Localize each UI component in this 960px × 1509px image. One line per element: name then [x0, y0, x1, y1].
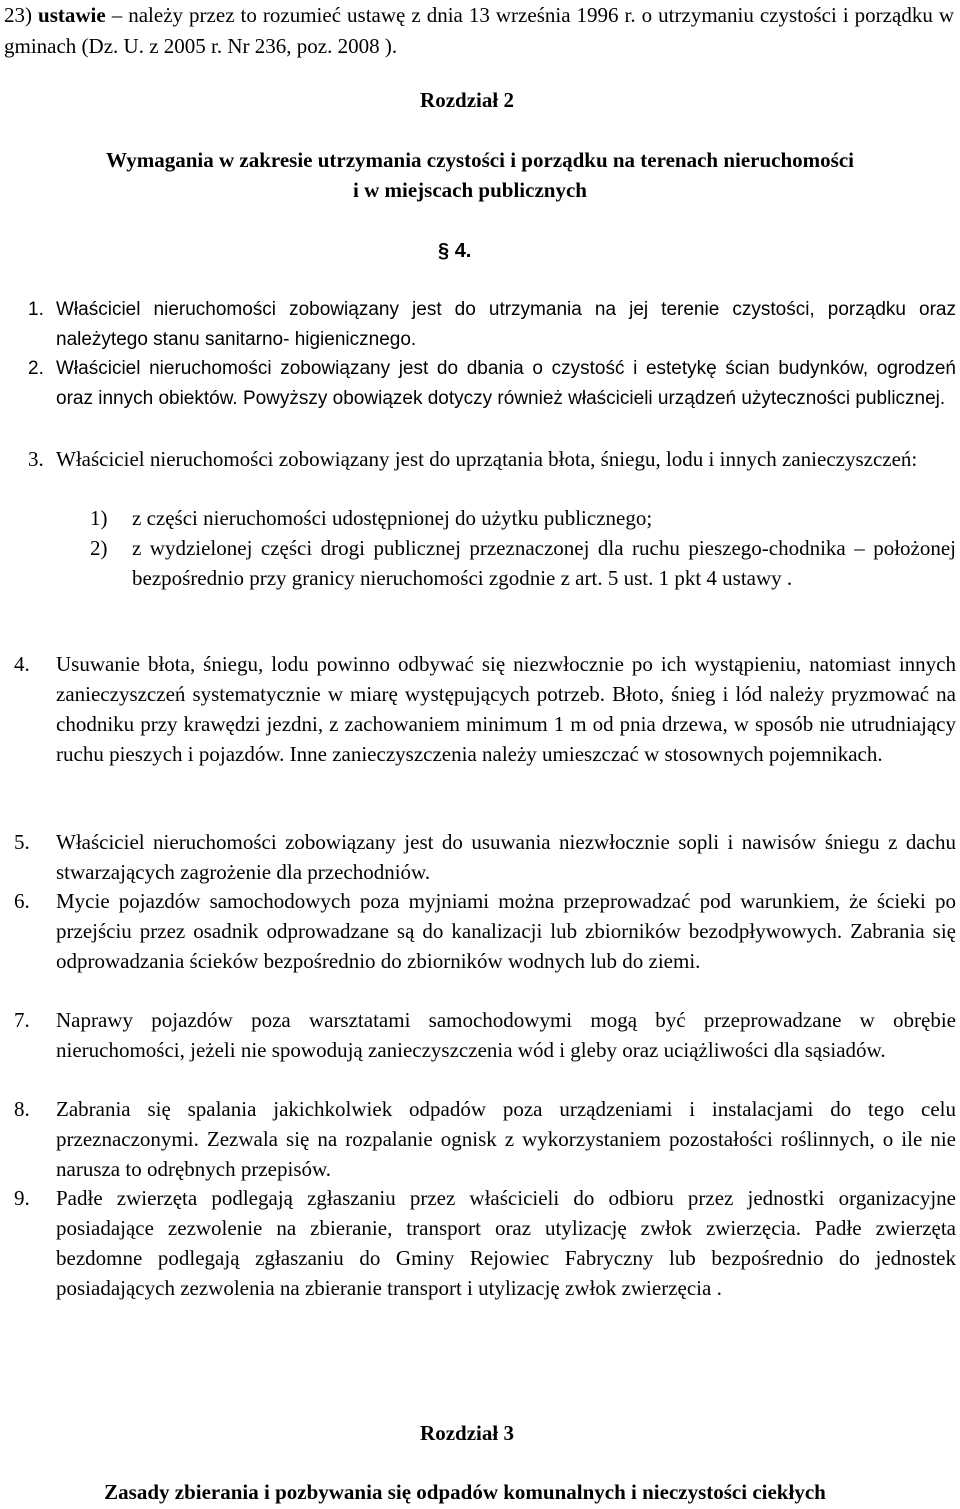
section-symbol: §: [438, 240, 450, 262]
paragraph-6-number: 6.: [14, 889, 30, 913]
subitem-2-number: 2): [90, 536, 108, 560]
paragraph-8-number: 8.: [14, 1097, 30, 1121]
paragraph-9-number: 9.: [14, 1186, 30, 1210]
subitem-1-number: 1): [90, 506, 108, 530]
definition-text: – należy przez to rozumieć ustawę z dnia 13 września 1996 r. o utrzymaniu czystości i porządku w gminach (Dz. U. z 2005 r. Nr 236, poz. 2008 ).: [4, 3, 955, 58]
section-number: 4.: [454, 240, 472, 262]
paragraph-2: [14, 354, 956, 414]
paragraph-5-text: Właściciel nieruchomości zobowiązany jest do usuwania niezwłocznie sopli i nawisów śniegu z dachu stwarzających zagrożenie dla przechodniów.: [56, 830, 956, 884]
paragraph-3: [14, 444, 956, 474]
subitem-2-text: z wydzielonej części drogi publicznej przeznaczonej dla ruchu pieszego-chodnika – położonej bezpośrednio przy granicy nieruchomości zgodnie z art. 5 ust. 1 pkt 4 ustawy .: [132, 536, 956, 590]
paragraph-1: [14, 295, 956, 355]
paragraph-6-text: Mycie pojazdów samochodowych poza myjniami można przeprowadzać pod warunkiem, że ścieki po przejściu przez osadnik odprowadzane są do kanalizacji lub zbiorników bezodpływowych. Zabrania się odprowadzania ścieków bezpośrednio do zbiorników wodnych lub do ziemi.: [56, 889, 956, 973]
paragraph-5: [14, 827, 956, 887]
chapter-2-title-line1: Wymagania w zakresie utrzymania czystości i porządku na terenach nieruchomości: [106, 148, 854, 172]
paragraph-1-text: Właściciel nieruchomości zobowiązany jest do utrzymania na jej terenie czystości, porządku oraz należytego stanu sanitarno- higienicznego.: [56, 299, 956, 350]
paragraph-2-number: 2.: [28, 358, 44, 379]
paragraph-7: [14, 1005, 956, 1065]
paragraph-5-number: 5.: [14, 830, 30, 854]
definition-number: 23): [4, 3, 32, 27]
paragraph-8-text: Zabrania się spalania jakichkolwiek odpadów poza urządzeniami i instalacjami do tego celu przeznaczonymi. Zezwala się na rozpalanie ognisk z wykorzystaniem pozostałości roślinnych, o ile nie narusza to odrębnych przepisów.: [56, 1097, 956, 1181]
paragraph-9: [14, 1183, 956, 1303]
chapter-2-heading: Rozdział 2: [420, 88, 514, 112]
subitem-1-text: z części nieruchomości udostępnionej do użytku publicznego;: [132, 506, 653, 530]
definition-23: [4, 0, 954, 62]
paragraph-3-text: Właściciel nieruchomości zobowiązany jest do uprzątania błota, śniegu, lodu i innych zanieczyszczeń:: [56, 447, 918, 471]
paragraph-3-number: 3.: [28, 447, 44, 471]
paragraph-3-subitem-1: [90, 503, 956, 533]
paragraph-6: [14, 886, 956, 976]
paragraph-4: [14, 649, 956, 769]
paragraph-7-number: 7.: [14, 1008, 30, 1032]
paragraph-9-text: Padłe zwierzęta podlegają zgłaszaniu przez właścicieli do odbioru przez jednostki organizacyjne posiadające zezwolenie na zbieranie, transport oraz utylizację zwłok zwierzęcia. Padłe zwierzęta bezdomne podlegają zgłaszaniu do Gminy Rejowiec Fabryczny lub bezpośrednio do jednostek posiadających zezwolenia na zbieranie transport i utylizację zwłok zwierzęcia .: [56, 1186, 956, 1300]
paragraph-4-text: Usuwanie błota, śniegu, lodu powinno odbywać się niezwłocznie po ich wystąpieniu, natomiast innych zanieczyszczeń systematycznie w miarę występujących potrzeb. Błoto, śnieg i lód należy pryzmować na chodniku przy krawędzi jezdni, z zachowaniem minimum 1 m od pnia drzewa, w sposób nie utrudniający ruchu pieszych i pojazdów. Inne zanieczyszczenia należy umieszczać w stosownych pojemnikach.: [56, 652, 956, 766]
paragraph-1-number: 1.: [28, 299, 44, 320]
chapter-3-heading: Rozdział 3: [420, 1421, 514, 1445]
chapter-3-title: Zasady zbierania i pozbywania się odpadów komunalnych i nieczystości ciekłych: [104, 1480, 826, 1504]
paragraph-8: [14, 1094, 956, 1184]
paragraph-3-subitem-2: [90, 533, 956, 593]
paragraph-4-number: 4.: [14, 652, 30, 676]
section-4-heading: [438, 237, 538, 267]
paragraph-7-text: Naprawy pojazdów poza warsztatami samochodowymi mogą być przeprowadzane w obrębie nieruchomości, jeżeli nie spowodują zanieczyszczenia wód i gleby oraz uciążliwości dla sąsiadów.: [56, 1008, 956, 1062]
chapter-2-title-line2: i w miejscach publicznych: [353, 178, 587, 202]
paragraph-2-text: Właściciel nieruchomości zobowiązany jest do dbania o czystość i estetykę ścian budynków, ogrodzeń oraz innych obiektów. Powyższy obowiązek dotyczy również właścicieli urządzeń użyteczności publicznej.: [56, 358, 956, 409]
definition-term: ustawie: [38, 3, 106, 27]
